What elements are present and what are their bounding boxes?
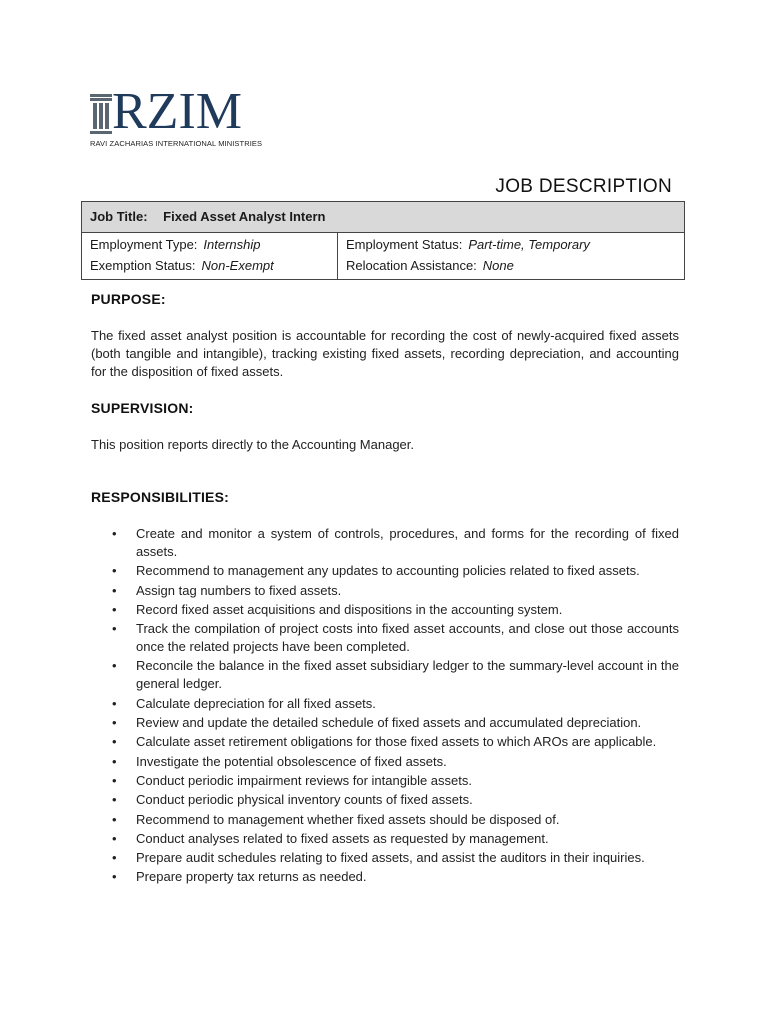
list-item-text: Conduct periodic impairment reviews for intangible assets. (136, 772, 472, 788)
job-info-right-column (338, 233, 684, 279)
responsibilities-heading: RESPONSIBILITIES: (91, 489, 229, 505)
bullet-icon: • (112, 715, 117, 731)
list-item (91, 657, 679, 693)
list-item (91, 620, 679, 656)
list-item (91, 714, 679, 732)
job-info-left-column (82, 233, 338, 279)
list-item (91, 525, 679, 561)
bullet-icon: • (112, 658, 117, 674)
employment-status-value: Part-time, Temporary (468, 237, 590, 252)
relocation-value: None (482, 258, 514, 273)
pillar-icon (90, 94, 112, 134)
list-item (91, 582, 679, 600)
list-item (91, 811, 679, 829)
exemption-status-label: Exemption Status: (90, 258, 196, 273)
bullet-icon: • (112, 734, 117, 750)
document-title: JOB DESCRIPTION (495, 176, 672, 197)
bullet-icon: • (112, 792, 117, 808)
list-item (91, 562, 679, 580)
job-info-grid (82, 233, 684, 279)
list-item (91, 868, 679, 886)
list-item (91, 791, 679, 809)
bullet-icon: • (112, 850, 117, 866)
list-item (91, 695, 679, 713)
list-item-text: Track the compilation of project costs into fixed asset accounts, and close out those accounts once the related projects have been completed. (136, 621, 679, 655)
job-title-label: Job Title: (90, 209, 148, 224)
list-item (91, 601, 679, 619)
list-item-text: Assign tag numbers to fixed assets. (136, 582, 342, 598)
list-item-text: Investigate the potential obsolescence of fixed assets. (136, 753, 447, 769)
list-item (91, 772, 679, 790)
supervision-text: This position reports directly to the Accounting Manager. (91, 437, 415, 452)
list-item-text: Calculate depreciation for all fixed assets. (136, 695, 376, 711)
rzim-logo (90, 83, 290, 152)
list-item-text: Prepare property tax returns as needed. (136, 869, 367, 885)
responsibilities-list (91, 525, 679, 888)
employment-type-value: Internship (203, 237, 261, 252)
relocation-row (346, 255, 684, 276)
job-title-row (82, 202, 684, 233)
list-item (91, 753, 679, 771)
bullet-icon: • (112, 830, 117, 846)
list-item-text: Recommend to management whether fixed assets should be disposed of. (136, 811, 560, 827)
list-item (91, 830, 679, 848)
bullet-icon: • (112, 601, 117, 617)
logo-wordmark: RZIM (112, 83, 242, 140)
job-title-value: Fixed Asset Analyst Intern (163, 209, 326, 224)
employment-status-row (346, 234, 684, 255)
bullet-icon: • (112, 621, 117, 637)
bullet-icon: • (112, 526, 117, 541)
bullet-icon: • (112, 869, 117, 885)
supervision-heading: SUPERVISION: (91, 400, 194, 416)
exemption-status-value: Non-Exempt (201, 258, 274, 273)
list-item (91, 733, 679, 751)
list-item-text: Conduct analyses related to fixed assets as requested by management. (136, 830, 549, 846)
list-item-text: Reconcile the balance in the fixed asset subsidiary ledger to the summary-level account in the general ledger. (136, 658, 679, 692)
bullet-icon: • (112, 811, 117, 827)
list-item-text: Review and update the detailed schedule of fixed assets and accumulated depreciation. (136, 715, 642, 731)
purpose-heading: PURPOSE: (91, 291, 166, 307)
list-item-text: Recommend to management any updates to accounting policies related to fixed assets. (136, 563, 640, 579)
purpose-text: The fixed asset analyst position is accountable for recording the cost of newly-acquired fixed assets (both tangible and intangible), tracking existing fixed assets, recording depreciation, and accounting for the disposition of fixed assets. (91, 328, 679, 379)
bullet-icon: • (112, 753, 117, 769)
list-item-text: Conduct periodic physical inventory counts of fixed assets. (136, 792, 473, 808)
employment-type-row (90, 234, 337, 255)
list-item-text: Calculate asset retirement obligations for those fixed assets to which AROs are applicable. (136, 734, 657, 750)
bullet-icon: • (112, 582, 117, 598)
exemption-status-row (90, 255, 337, 276)
bullet-icon: • (112, 563, 117, 579)
bullet-icon: • (112, 695, 117, 711)
list-item-text: Prepare audit schedules relating to fixed assets, and assist the auditors in their inquiries. (136, 850, 645, 866)
employment-status-label: Employment Status: (346, 237, 463, 252)
list-item (91, 849, 679, 867)
job-info-table (81, 201, 685, 280)
employment-type-label: Employment Type: (90, 237, 198, 252)
logo-subtitle: RAVI ZACHARIAS INTERNATIONAL MINISTRIES (90, 139, 263, 148)
bullet-icon: • (112, 772, 117, 788)
list-item-text: Record fixed asset acquisitions and dispositions in the accounting system. (136, 601, 563, 617)
relocation-label: Relocation Assistance: (346, 258, 477, 273)
list-item-text: Create and monitor a system of controls, procedures, and forms for the recording of fixed assets. (136, 526, 679, 559)
